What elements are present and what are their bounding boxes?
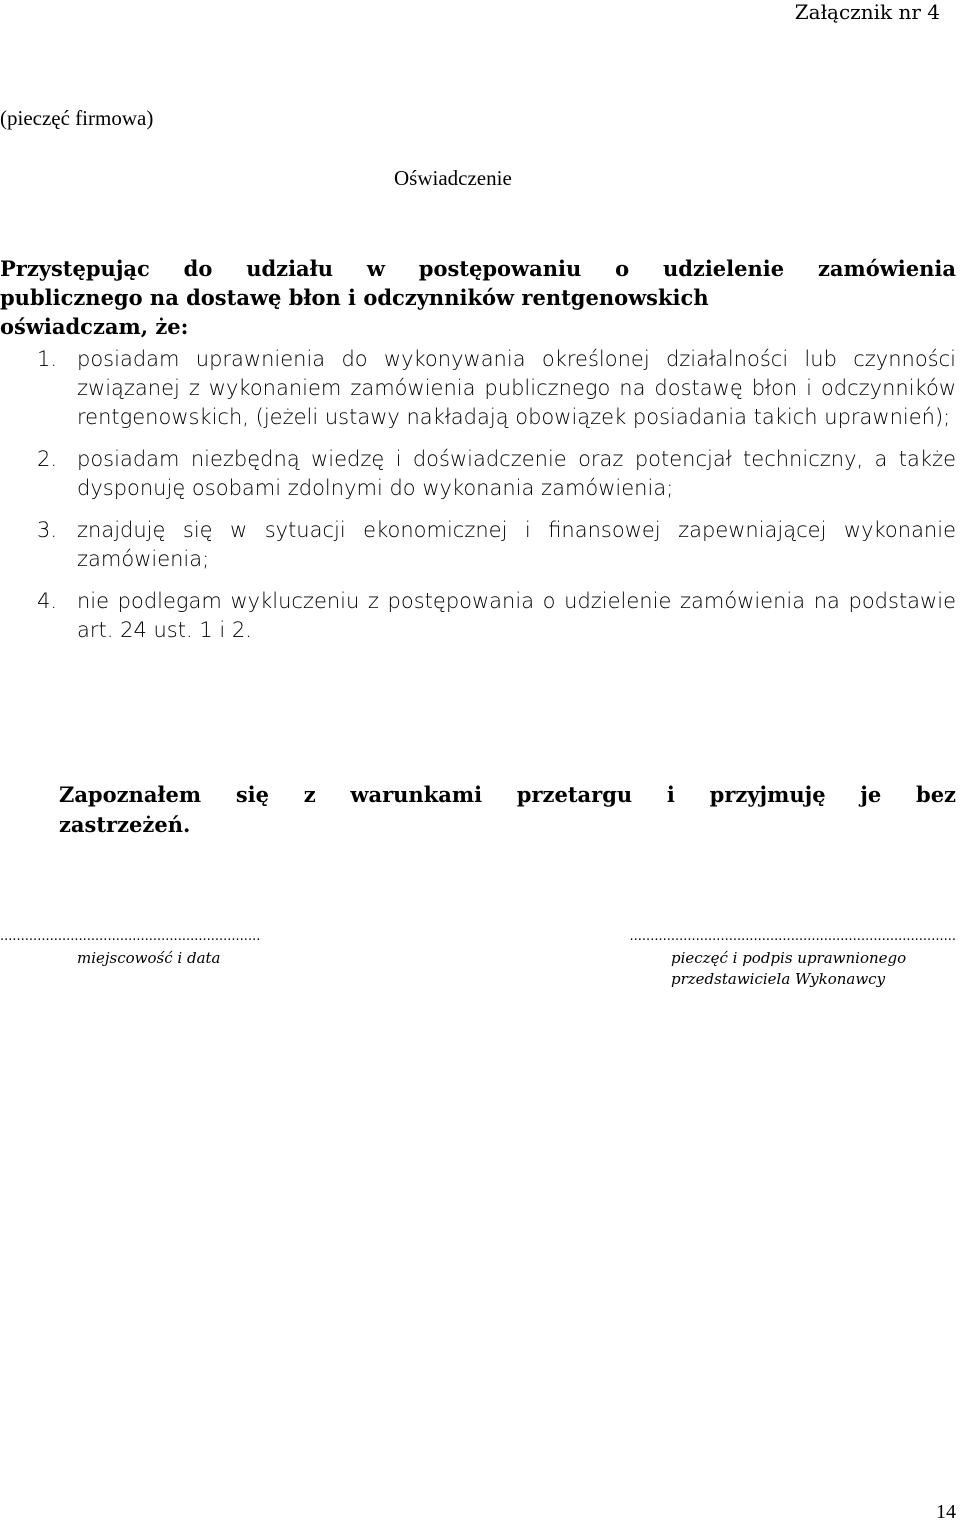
declaration-intro <box>0 254 956 341</box>
intro-line-3: oświadczam, że: <box>0 314 189 339</box>
item-number: 3. <box>37 518 58 542</box>
declaration-item-2 <box>0 445 956 503</box>
declaration-item-4 <box>0 587 956 645</box>
declaration-item-1 <box>0 345 956 432</box>
stamp-signature-caption-line-1: pieczęć i podpis uprawnionego <box>671 949 907 967</box>
item-text: posiadam uprawnienia do wykonywania określonej działalności lub czynności związanej z wykonaniem zamówienia publicznego na dostawę błon i odczynników rentgenowskich, (jeżeli ustawy nakładają obowiązek posiadania takich uprawnień); <box>77 347 956 429</box>
declaration-item-3 <box>0 516 956 574</box>
intro-line-2: publicznego na dostawę błon i odczynników rentgenowskich <box>0 285 709 310</box>
page-number: 14 <box>936 1501 956 1523</box>
item-text: znajduję się w sytuacji ekonomicznej i finansowej zapewniającej wykonanie zamówienia; <box>77 518 956 571</box>
declaration-list <box>0 345 956 658</box>
item-text: nie podlegam wykluczeniu z postępowania o udzielenie zamówienia na podstawie art. 24 ust. 1 i 2. <box>77 589 956 642</box>
attachment-label: Załącznik nr 4 <box>794 0 940 24</box>
acceptance-line-1: Zapoznałem się z warunkami przetargu i przyjmuję je bez <box>59 782 956 807</box>
stamp-signature-caption <box>671 948 906 990</box>
acceptance-statement <box>59 780 956 840</box>
item-number: 2. <box>37 447 58 471</box>
acceptance-line-2: zastrzeżeń. <box>59 812 191 837</box>
stamp-signature-line: ............................................................................... <box>629 930 956 944</box>
document-title: Oświadczenie <box>394 166 512 190</box>
item-number: 1. <box>37 347 58 371</box>
item-number: 4. <box>37 589 58 613</box>
place-date-signature-line: ............................................................... <box>0 930 261 944</box>
item-text: posiadam niezbędną wiedzę i doświadczenie oraz potencjał techniczny, a także dysponuję osobami zdolnymi do wykonania zamówienia; <box>77 447 956 500</box>
place-date-caption: miejscowość i data <box>77 949 221 967</box>
intro-line-1: Przystępując do udziału w postępowaniu o udzielenie zamówienia <box>0 256 956 281</box>
stamp-signature-caption-line-2: przedstawiciela Wykonawcy <box>671 970 886 988</box>
company-stamp-label: (pieczęć firmowa) <box>0 106 154 130</box>
